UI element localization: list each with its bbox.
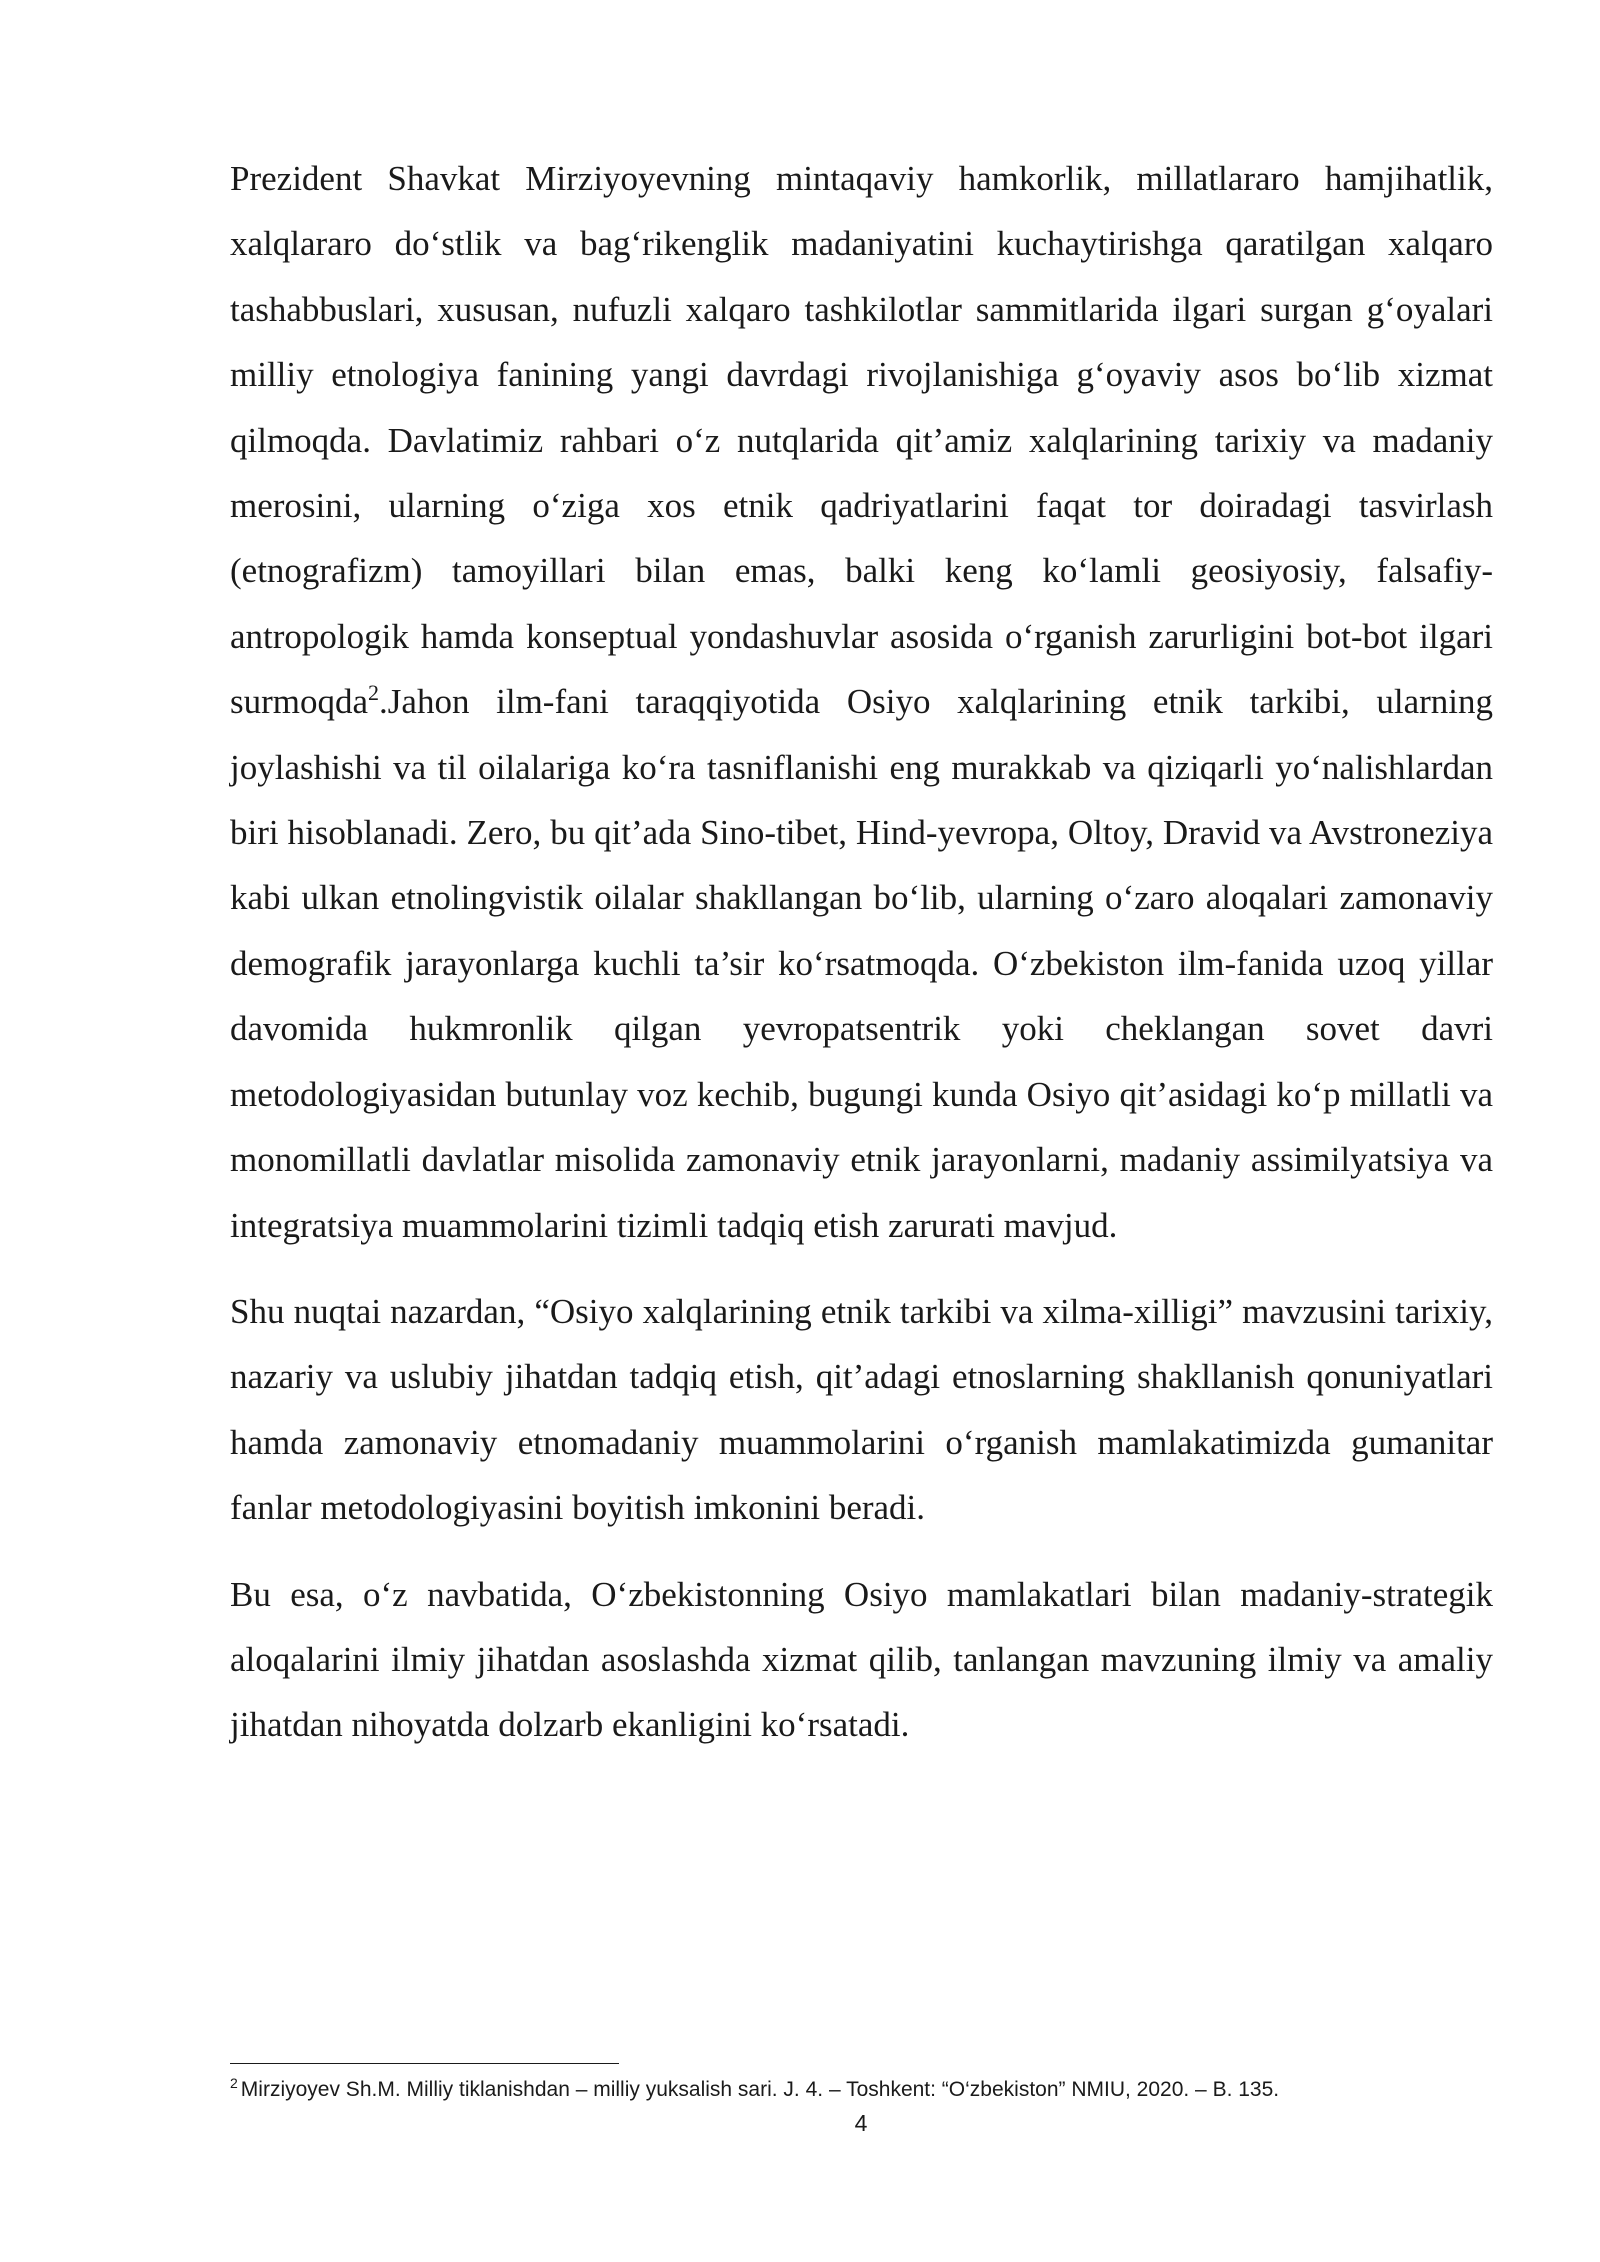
footnote-text: Mirziyoyev Sh.M. Milliy tiklanishdan – milliy yuksalish sari. J. 4. – Toshkent: “O‘zbekiston” NMIU, 2020. – B. 135.: [240, 2078, 1280, 2101]
footnote: [230, 2074, 1530, 2106]
paragraph-1: [230, 146, 1493, 1258]
paragraph-2: Shu nuqtai nazardan, “Osiyo xalqlarining etnik tarkibi va xilma-xilligi” mavzusini tarixiy, nazariy va uslubiy jihatdan tadqiq etish, qit’adagi etnoslarning shakllanish qonuniyatlari hamda zamonaviy etnomadaniy muammolarini o‘rganish mamlakatimizda gumanitar fanlar metodologiyasini boyitish imkonini beradi.: [230, 1291, 1493, 1528]
main-text: [230, 146, 1493, 1758]
footnote-reference[interactable]: 2: [368, 680, 380, 706]
paragraph-1-text: Prezident Shavkat Mirziyoyevning mintaqaviy hamkorlik, millatlararo hamjihatlik, xalqlararo do‘stlik va bag‘rikenglik madaniyatini kuchaytirishga qaratilgan xalqaro tashabbuslari, xususan, nufuzli xalqaro tashkilotlar sammitlarida ilgari surgan g‘oyalari milliy etnologiya fanining yangi davrdagi rivojlanishiga g‘oyaviy asos bo‘lib xizmat qilmoqda. Davlatimiz rahbari o‘z nutqlarida qit’amiz xalqlarining tarixiy va madaniy merosini, ularning o‘ziga xos etnik qadriyatlarini faqat tor doiradagi tasvirlash (etnografizm) tamoyillari bilan emas, balki keng ko‘lamli geosiyosiy, falsafiy-antropologik hamda konseptual yondashuvlar asosida o‘rganish zarurligini bot-bot ilgari surmoqda: [230, 159, 1493, 722]
footnote-separator: [230, 2063, 619, 2064]
footnote-number: 2: [230, 2075, 238, 2091]
page-number: 4: [854, 2110, 868, 2136]
paragraph-3: Bu esa, o‘z navbatida, O‘zbekistonning Osiyo mamlakatlari bilan madaniy-strategik aloqalarini ilmiy jihatdan asoslashda xizmat qilib, tanlangan mavzuning ilmiy va amaliy jihatdan nihoyatda dolzarb ekanligini ko‘rsatadi.: [230, 1574, 1493, 1745]
paragraph-1-continuation: .Jahon ilm-fani taraqqiyotida Osiyo xalqlarining etnik tarkibi, ularning joylashishi va til oilalariga ko‘ra tasniflanishi eng murakkab va qiziqarli yo‘nalishlardan biri hisoblanadi. Zero, bu qit’ada Sino-tibet, Hind-yevropa, Oltoy, Dravid va Avstroneziya kabi ulkan etnolingvistik oilalar shakllangan bo‘lib, ularning o‘zaro aloqalari zamonaviy demografik jarayonlarga kuchli ta’sir ko‘rsatmoqda. O‘zbekiston ilm-fanida uzoq yillar davomida hukmronlik qilgan yevropatsentrik yoki cheklangan sovet davri metodologiyasidan butunlay voz kechib, bugungi kunda Osiyo qit’asidagi ko‘p millatli va monomillatli davlatlar misolida zamonaviy etnik jarayonlarni, madaniy assimilyatsiya va integratsiya muammolarini tizimli tadqiq etish zarurati mavjud.: [230, 682, 1493, 1245]
